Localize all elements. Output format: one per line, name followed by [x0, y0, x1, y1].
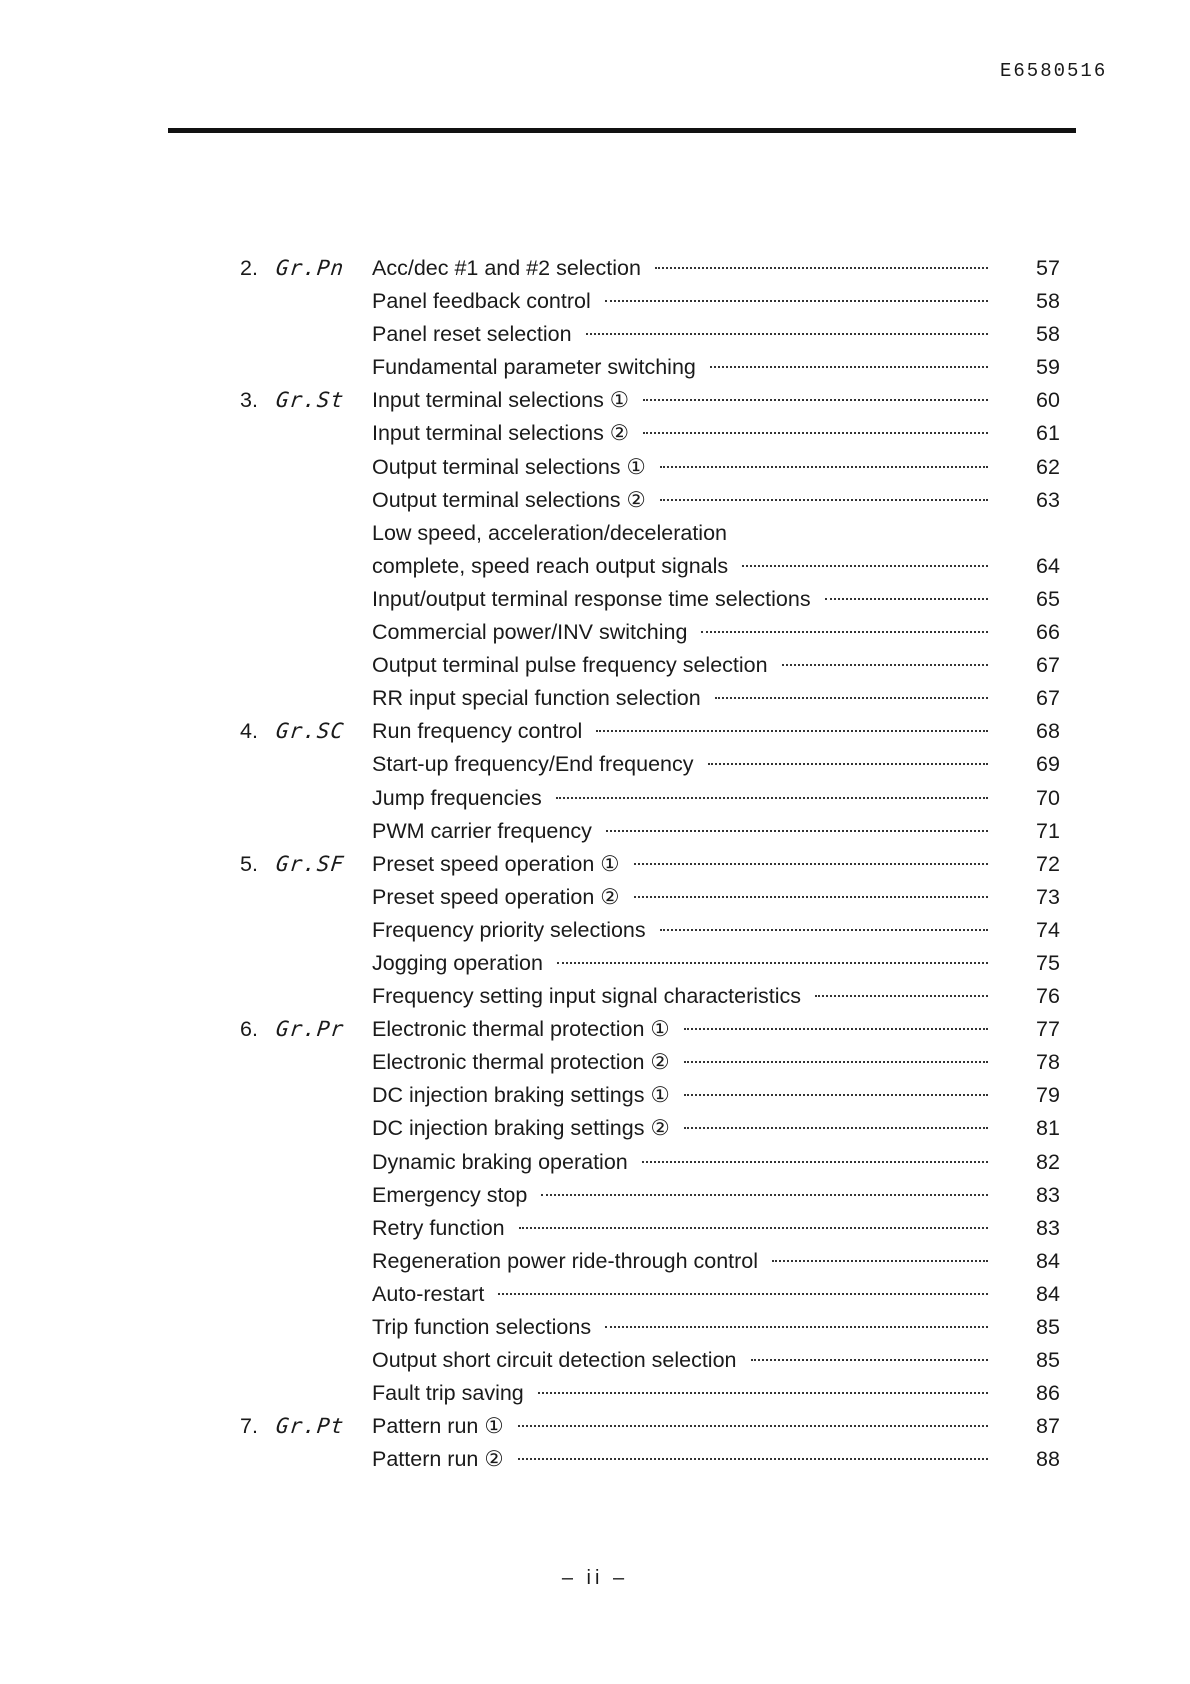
toc-row — [0, 583, 1190, 616]
toc-entry — [372, 583, 1006, 616]
entry-title: Input terminal selections ① — [372, 388, 630, 413]
entry-title: Commercial power/INV switching — [372, 620, 688, 645]
section-number: 4. — [240, 719, 258, 744]
toc-row — [0, 748, 1190, 781]
toc-entry — [372, 285, 1006, 318]
toc-row — [0, 1112, 1190, 1145]
toc-row — [0, 881, 1190, 914]
toc-entry — [372, 1013, 1006, 1046]
toc-row — [0, 1179, 1190, 1212]
page-ref: 86 — [1036, 1381, 1060, 1406]
section-number: 3. — [240, 388, 258, 413]
entry-title: Panel reset selection — [372, 322, 572, 347]
toc-row — [0, 451, 1190, 484]
entry-title: Frequency setting input signal characteristics — [372, 984, 802, 1009]
dot-leader — [655, 266, 988, 269]
dot-leader — [825, 597, 988, 600]
toc-entry — [372, 517, 1006, 550]
toc-entry — [372, 1079, 1006, 1112]
toc-entry — [372, 351, 1006, 384]
toc-row — [0, 1344, 1190, 1377]
page-ref: 66 — [1036, 620, 1060, 645]
dot-leader — [684, 1126, 988, 1129]
entry-title: Output terminal selections ② — [372, 487, 646, 512]
dot-leader — [606, 829, 988, 832]
page-ref: 79 — [1036, 1083, 1060, 1108]
section-number: 6. — [240, 1017, 258, 1042]
toc-entry — [372, 1146, 1006, 1179]
toc-row — [0, 649, 1190, 682]
toc-entry — [372, 1112, 1006, 1145]
toc-entry — [372, 782, 1006, 815]
entry-title: Dynamic braking operation — [372, 1149, 628, 1174]
toc-row — [0, 484, 1190, 517]
toc-row — [0, 815, 1190, 848]
toc-row — [0, 384, 1190, 417]
toc-row — [0, 252, 1190, 285]
page-ref: 77 — [1036, 1017, 1060, 1042]
toc-row — [0, 1146, 1190, 1179]
page-ref: 84 — [1036, 1281, 1060, 1306]
entry-title: PWM carrier frequency — [372, 818, 592, 843]
page-ref: 62 — [1036, 454, 1060, 479]
entry-title: Start-up frequency/End frequency — [372, 752, 694, 777]
toc-entry — [372, 550, 1006, 583]
toc-entry — [372, 1311, 1006, 1344]
entry-title: Jump frequencies — [372, 785, 542, 810]
page-ref: 69 — [1036, 752, 1060, 777]
toc-row — [0, 1410, 1190, 1443]
toc-entry — [372, 1212, 1006, 1245]
page-ref: 87 — [1036, 1414, 1060, 1439]
parameter-group-code: Gr.Pt — [274, 1414, 346, 1439]
dot-leader — [772, 1259, 988, 1262]
parameter-group-code: Gr.SF — [274, 851, 346, 876]
table-of-contents — [0, 252, 1190, 1476]
toc-entry — [372, 980, 1006, 1013]
parameter-group-code: Gr.SC — [274, 719, 346, 744]
entry-title: Pattern run ① — [372, 1414, 504, 1439]
toc-entry — [372, 947, 1006, 980]
page-ref: 88 — [1036, 1447, 1060, 1472]
dot-leader — [708, 762, 989, 765]
toc-row — [0, 947, 1190, 980]
page-number: – ii – — [561, 1567, 629, 1589]
dot-leader — [715, 696, 988, 699]
dot-leader — [498, 1292, 988, 1295]
toc-row — [0, 715, 1190, 748]
parameter-group-code: Gr.Pn — [274, 256, 346, 280]
document-code: E6580516 — [1000, 60, 1108, 82]
page-ref: 81 — [1036, 1116, 1060, 1141]
page-ref: 60 — [1036, 388, 1060, 413]
entry-title: complete, speed reach output signals — [372, 553, 729, 578]
entry-title: Output terminal pulse frequency selection — [372, 653, 768, 678]
toc-entry — [372, 484, 1006, 517]
toc-entry — [372, 1245, 1006, 1278]
toc-entry — [372, 649, 1006, 682]
toc-row — [0, 318, 1190, 351]
entry-title: Input terminal selections ② — [372, 421, 630, 446]
dot-leader — [701, 630, 988, 633]
toc-row — [0, 1013, 1190, 1046]
dot-leader — [742, 564, 988, 567]
dot-leader — [557, 961, 988, 964]
page-ref: 68 — [1036, 719, 1060, 744]
toc-row — [0, 682, 1190, 715]
dot-leader — [660, 498, 988, 501]
toc-entry — [372, 1344, 1006, 1377]
page-ref: 63 — [1036, 487, 1060, 512]
toc-row — [0, 417, 1190, 450]
toc-entry — [372, 252, 1006, 285]
page-ref: 57 — [1036, 256, 1060, 280]
entry-title: Output short circuit detection selection — [372, 1348, 737, 1373]
page-ref: 72 — [1036, 851, 1060, 876]
dot-leader — [586, 332, 988, 335]
entry-title: Panel feedback control — [372, 289, 591, 314]
section-number: 7. — [240, 1414, 258, 1439]
page-ref: 83 — [1036, 1215, 1060, 1240]
dot-leader — [660, 928, 988, 931]
toc-row — [0, 517, 1190, 550]
section-number: 2. — [240, 256, 258, 280]
entry-title: RR input special function selection — [372, 686, 701, 711]
entry-title: Emergency stop — [372, 1182, 528, 1207]
entry-title: Preset speed operation ① — [372, 851, 620, 876]
page-ref: 67 — [1036, 653, 1060, 678]
toc-entry — [372, 318, 1006, 351]
toc-row — [0, 351, 1190, 384]
toc-entry — [372, 1443, 1006, 1476]
page-ref: 84 — [1036, 1248, 1060, 1273]
dot-leader — [815, 994, 988, 997]
toc-row — [0, 782, 1190, 815]
entry-title: Frequency priority selections — [372, 917, 646, 942]
page-ref: 64 — [1036, 553, 1060, 578]
dot-leader — [519, 1226, 988, 1229]
toc-entry — [372, 881, 1006, 914]
toc-row — [0, 1377, 1190, 1410]
toc-entry — [372, 1377, 1006, 1410]
page-ref: 61 — [1036, 421, 1060, 446]
toc-entry — [372, 1410, 1006, 1443]
dot-leader — [643, 431, 988, 434]
entry-title: DC injection braking settings ① — [372, 1083, 670, 1108]
entry-title: Low speed, acceleration/deceleration — [372, 520, 727, 545]
entry-title: Fault trip saving — [372, 1381, 524, 1406]
page-ref: 74 — [1036, 917, 1060, 942]
entry-title: Trip function selections — [372, 1315, 592, 1339]
toc-entry — [372, 1046, 1006, 1079]
toc-row — [0, 1278, 1190, 1311]
toc-entry — [372, 914, 1006, 947]
entry-title: Auto-restart — [372, 1281, 485, 1306]
toc-row — [0, 616, 1190, 649]
dot-leader — [556, 796, 988, 799]
entry-title: Run frequency control — [372, 719, 583, 744]
toc-row — [0, 848, 1190, 881]
page-ref: 71 — [1036, 818, 1060, 843]
entry-title: Output terminal selections ① — [372, 454, 646, 479]
dot-leader — [605, 1325, 988, 1328]
toc-entry — [372, 815, 1006, 848]
dot-leader — [634, 895, 988, 898]
toc-entry — [372, 1278, 1006, 1311]
dot-leader — [660, 465, 988, 468]
dot-leader — [782, 663, 988, 666]
entry-title: DC injection braking settings ② — [372, 1116, 670, 1141]
page-ref: 58 — [1036, 322, 1060, 347]
page-ref: 78 — [1036, 1050, 1060, 1075]
page-ref: 67 — [1036, 686, 1060, 711]
dot-leader — [642, 1160, 988, 1163]
toc-entry — [372, 417, 1006, 450]
header-rule — [168, 128, 1076, 133]
page-ref: 58 — [1036, 289, 1060, 314]
page-ref: 73 — [1036, 884, 1060, 909]
entry-title: Retry function — [372, 1215, 505, 1240]
page-ref: 59 — [1036, 355, 1060, 380]
dot-leader — [605, 299, 988, 302]
dot-leader — [684, 1027, 988, 1030]
parameter-group-code: Gr.St — [274, 388, 346, 413]
dot-leader — [518, 1457, 988, 1460]
dot-leader — [684, 1060, 988, 1063]
toc-entry — [372, 616, 1006, 649]
entry-title: Regeneration power ride-through control — [372, 1248, 759, 1273]
toc-entry — [372, 384, 1006, 417]
section-number: 5. — [240, 851, 258, 876]
entry-title: Preset speed operation ② — [372, 884, 620, 909]
dot-leader — [751, 1358, 989, 1361]
toc-entry — [372, 848, 1006, 881]
page-ref: 65 — [1036, 586, 1060, 611]
toc-row — [0, 1212, 1190, 1245]
dot-leader — [538, 1391, 988, 1394]
entry-title: Electronic thermal protection ① — [372, 1017, 670, 1042]
page-ref: 70 — [1036, 785, 1060, 810]
dot-leader — [541, 1193, 988, 1196]
entry-title: Electronic thermal protection ② — [372, 1050, 670, 1075]
toc-entry — [372, 451, 1006, 484]
parameter-group-code: Gr.Pr — [274, 1017, 346, 1042]
page-ref: 76 — [1036, 984, 1060, 1009]
toc-row — [0, 1079, 1190, 1112]
toc-row — [0, 1046, 1190, 1079]
toc-row — [0, 980, 1190, 1013]
page-ref: 85 — [1036, 1348, 1060, 1373]
dot-leader — [634, 862, 988, 865]
toc-entry — [372, 682, 1006, 715]
page-ref: 82 — [1036, 1149, 1060, 1174]
dot-leader — [518, 1424, 988, 1427]
toc-row — [0, 1245, 1190, 1278]
dot-leader — [684, 1093, 988, 1096]
entry-title: Input/output terminal response time selections — [372, 586, 811, 611]
toc-row — [0, 285, 1190, 318]
toc-row — [0, 1443, 1190, 1476]
toc-entry — [372, 715, 1006, 748]
toc-entry — [372, 748, 1006, 781]
entry-title: Fundamental parameter switching — [372, 355, 696, 380]
toc-entry — [372, 1179, 1006, 1212]
entry-title: Acc/dec #1 and #2 selection — [372, 256, 641, 280]
dot-leader — [596, 729, 988, 732]
toc-row — [0, 550, 1190, 583]
dot-leader — [710, 365, 988, 368]
toc-row — [0, 1311, 1190, 1344]
entry-title: Jogging operation — [372, 950, 543, 975]
dot-leader — [643, 398, 988, 401]
page-ref: 83 — [1036, 1182, 1060, 1207]
toc-row — [0, 914, 1190, 947]
page-ref: 75 — [1036, 950, 1060, 975]
page-ref: 85 — [1036, 1315, 1060, 1339]
entry-title: Pattern run ② — [372, 1447, 504, 1472]
